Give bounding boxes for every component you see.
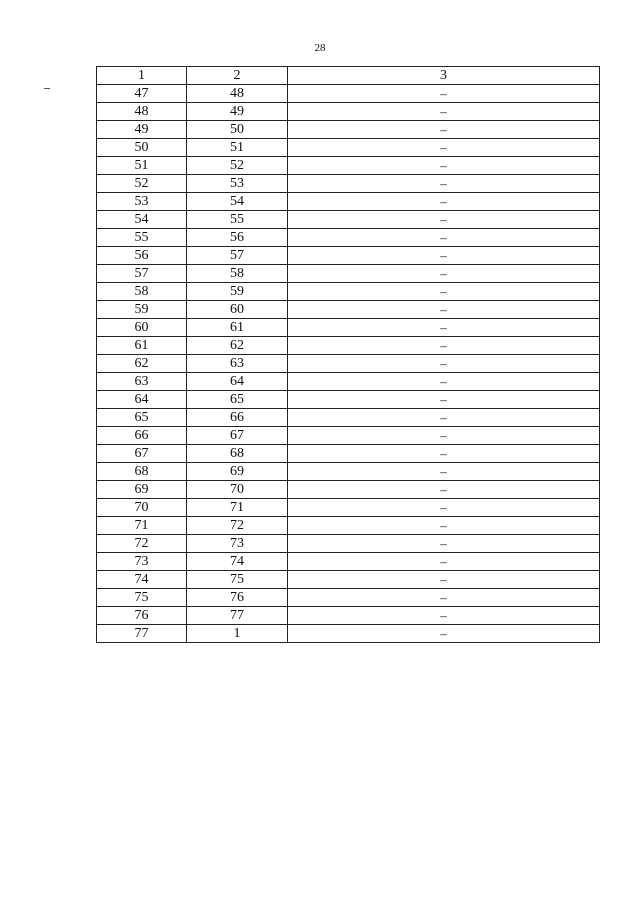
table-cell-col-1: 76 bbox=[97, 607, 187, 625]
table-cell-col-3: – bbox=[288, 589, 600, 607]
table-cell-col-2: 66 bbox=[187, 409, 288, 427]
table-cell-col-1: 48 bbox=[97, 103, 187, 121]
table-cell-col-1: 69 bbox=[97, 481, 187, 499]
table-cell-col-1: 58 bbox=[97, 283, 187, 301]
table-row bbox=[97, 553, 600, 571]
table-cell-col-1: 63 bbox=[97, 373, 187, 391]
table-cell-col-1: 57 bbox=[97, 265, 187, 283]
table-row bbox=[97, 103, 600, 121]
table-cell-col-3: – bbox=[288, 373, 600, 391]
table-row bbox=[97, 175, 600, 193]
table-cell-col-2: 56 bbox=[187, 229, 288, 247]
column-header-1: 1 bbox=[97, 67, 187, 85]
table-cell-col-2: 57 bbox=[187, 247, 288, 265]
table-cell-col-2: 50 bbox=[187, 121, 288, 139]
table-row bbox=[97, 247, 600, 265]
table-cell-col-1: 59 bbox=[97, 301, 187, 319]
table-cell-col-2: 54 bbox=[187, 193, 288, 211]
table-row bbox=[97, 445, 600, 463]
table-cell-col-1: 68 bbox=[97, 463, 187, 481]
table-cell-col-3: – bbox=[288, 175, 600, 193]
table-row bbox=[97, 373, 600, 391]
table-row bbox=[97, 301, 600, 319]
table-cell-col-1: 52 bbox=[97, 175, 187, 193]
table-row bbox=[97, 571, 600, 589]
table-cell-col-2: 52 bbox=[187, 157, 288, 175]
table-cell-col-2: 53 bbox=[187, 175, 288, 193]
table-row bbox=[97, 391, 600, 409]
table-cell-col-2: 49 bbox=[187, 103, 288, 121]
table-cell-col-2: 65 bbox=[187, 391, 288, 409]
table-cell-col-3: – bbox=[288, 445, 600, 463]
table-cell-col-3: – bbox=[288, 85, 600, 103]
column-header-2: 2 bbox=[187, 67, 288, 85]
table-cell-col-3: – bbox=[288, 283, 600, 301]
table-row bbox=[97, 463, 600, 481]
table-cell-col-3: – bbox=[288, 157, 600, 175]
table-cell-col-2: 73 bbox=[187, 535, 288, 553]
table-row bbox=[97, 427, 600, 445]
table-cell-col-2: 61 bbox=[187, 319, 288, 337]
table-cell-col-3: – bbox=[288, 517, 600, 535]
table-cell-col-2: 69 bbox=[187, 463, 288, 481]
table-cell-col-2: 55 bbox=[187, 211, 288, 229]
table-cell-col-1: 51 bbox=[97, 157, 187, 175]
table-cell-col-3: – bbox=[288, 247, 600, 265]
table-row bbox=[97, 229, 600, 247]
table-cell-col-3: – bbox=[288, 535, 600, 553]
table-cell-col-1: 75 bbox=[97, 589, 187, 607]
table-cell-col-3: – bbox=[288, 229, 600, 247]
table-cell-col-3: – bbox=[288, 319, 600, 337]
table-cell-col-2: 58 bbox=[187, 265, 288, 283]
table-cell-col-1: 53 bbox=[97, 193, 187, 211]
table-cell-col-3: – bbox=[288, 553, 600, 571]
table-cell-col-1: 49 bbox=[97, 121, 187, 139]
table-cell-col-1: 47 bbox=[97, 85, 187, 103]
table-cell-col-2: 48 bbox=[187, 85, 288, 103]
table-row bbox=[97, 589, 600, 607]
table-cell-col-3: – bbox=[288, 301, 600, 319]
table-row bbox=[97, 265, 600, 283]
table-cell-col-3: – bbox=[288, 463, 600, 481]
table-row bbox=[97, 355, 600, 373]
table-cell-col-3: – bbox=[288, 571, 600, 589]
table-cell-col-3: – bbox=[288, 427, 600, 445]
table-cell-col-1: 72 bbox=[97, 535, 187, 553]
table-cell-col-2: 67 bbox=[187, 427, 288, 445]
table-row bbox=[97, 337, 600, 355]
table-cell-col-3: – bbox=[288, 391, 600, 409]
table-cell-col-1: 62 bbox=[97, 355, 187, 373]
table-cell-col-1: 54 bbox=[97, 211, 187, 229]
table-cell-col-1: 71 bbox=[97, 517, 187, 535]
table-cell-col-1: 50 bbox=[97, 139, 187, 157]
table-row bbox=[97, 121, 600, 139]
table-row bbox=[97, 319, 600, 337]
table-cell-col-2: 60 bbox=[187, 301, 288, 319]
table-row bbox=[97, 85, 600, 103]
table-cell-col-3: – bbox=[288, 337, 600, 355]
table-row bbox=[97, 283, 600, 301]
table-cell-col-3: – bbox=[288, 139, 600, 157]
table-cell-col-2: 72 bbox=[187, 517, 288, 535]
table-cell-col-1: 56 bbox=[97, 247, 187, 265]
table-cell-col-3: – bbox=[288, 481, 600, 499]
table-row bbox=[97, 139, 600, 157]
table-cell-col-1: 73 bbox=[97, 553, 187, 571]
table-row bbox=[97, 157, 600, 175]
table-row bbox=[97, 625, 600, 643]
table-row bbox=[97, 607, 600, 625]
table-cell-col-2: 71 bbox=[187, 499, 288, 517]
table-cell-col-2: 76 bbox=[187, 589, 288, 607]
table-cell-col-2: 68 bbox=[187, 445, 288, 463]
table-cell-col-2: 77 bbox=[187, 607, 288, 625]
table-row bbox=[97, 409, 600, 427]
table-row bbox=[97, 499, 600, 517]
table-cell-col-1: 70 bbox=[97, 499, 187, 517]
table-cell-col-3: – bbox=[288, 625, 600, 643]
margin-mark bbox=[44, 88, 50, 89]
table-row bbox=[97, 481, 600, 499]
table-row bbox=[97, 193, 600, 211]
table-cell-col-3: – bbox=[288, 355, 600, 373]
table-cell-col-1: 64 bbox=[97, 391, 187, 409]
table-cell-col-2: 51 bbox=[187, 139, 288, 157]
table-row bbox=[97, 535, 600, 553]
table-cell-col-1: 61 bbox=[97, 337, 187, 355]
table-cell-col-2: 62 bbox=[187, 337, 288, 355]
table-cell-col-3: – bbox=[288, 211, 600, 229]
table-cell-col-1: 60 bbox=[97, 319, 187, 337]
table-row bbox=[97, 517, 600, 535]
column-header-3: 3 bbox=[288, 67, 600, 85]
table-cell-col-2: 1 bbox=[187, 625, 288, 643]
table-body bbox=[97, 85, 600, 643]
table-cell-col-2: 64 bbox=[187, 373, 288, 391]
table-cell-col-1: 77 bbox=[97, 625, 187, 643]
table-cell-col-1: 74 bbox=[97, 571, 187, 589]
table-cell-col-2: 59 bbox=[187, 283, 288, 301]
data-table bbox=[96, 66, 600, 643]
table-cell-col-1: 55 bbox=[97, 229, 187, 247]
table-cell-col-1: 66 bbox=[97, 427, 187, 445]
table-cell-col-3: – bbox=[288, 193, 600, 211]
table-cell-col-1: 67 bbox=[97, 445, 187, 463]
table-cell-col-3: – bbox=[288, 499, 600, 517]
table-cell-col-3: – bbox=[288, 103, 600, 121]
table-cell-col-2: 75 bbox=[187, 571, 288, 589]
table-cell-col-3: – bbox=[288, 607, 600, 625]
table-row bbox=[97, 211, 600, 229]
page-number: 28 bbox=[314, 42, 326, 54]
table-cell-col-2: 63 bbox=[187, 355, 288, 373]
table-cell-col-2: 70 bbox=[187, 481, 288, 499]
table-cell-col-2: 74 bbox=[187, 553, 288, 571]
table-cell-col-1: 65 bbox=[97, 409, 187, 427]
table-cell-col-3: – bbox=[288, 121, 600, 139]
table-cell-col-3: – bbox=[288, 265, 600, 283]
table-header-row bbox=[97, 67, 600, 85]
table-cell-col-3: – bbox=[288, 409, 600, 427]
